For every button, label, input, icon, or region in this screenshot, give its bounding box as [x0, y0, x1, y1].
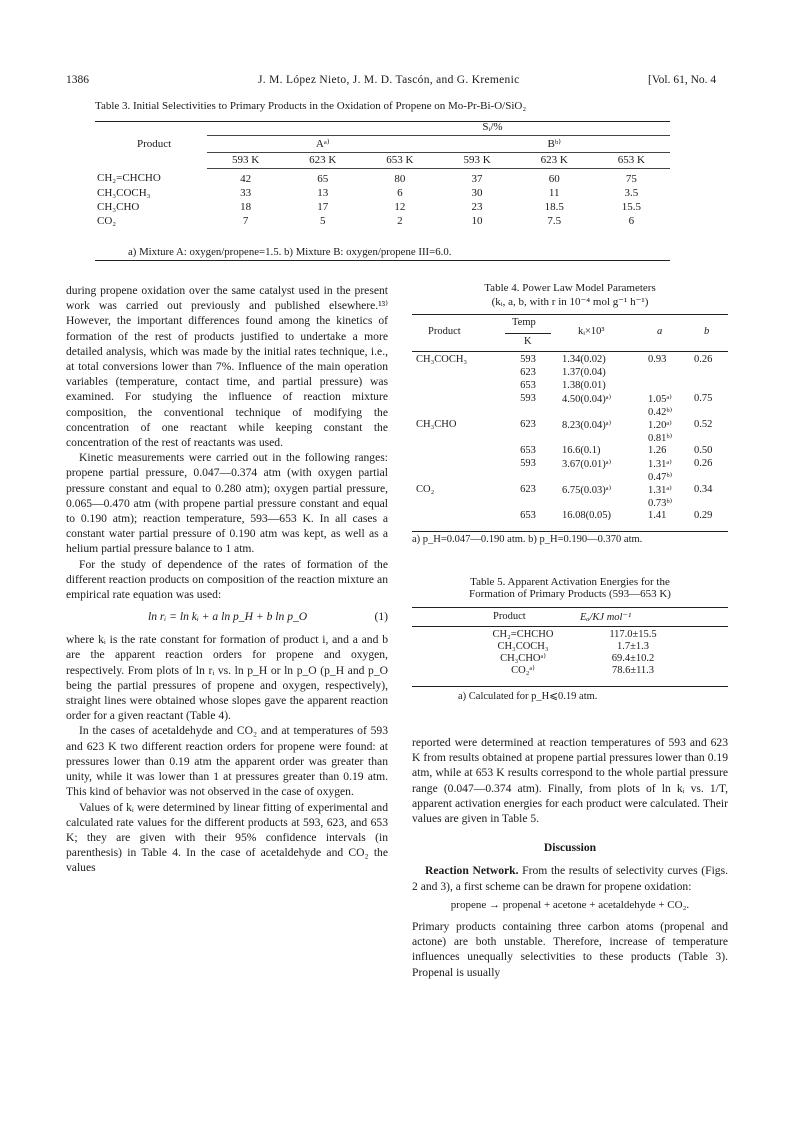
table3-cell: 60: [548, 172, 560, 185]
table4-body: [412, 354, 728, 523]
table5-product-header: Product: [493, 611, 526, 622]
table3-cell: 30: [471, 186, 483, 199]
table4-product-cell: CO₂: [416, 484, 435, 495]
table-row: [412, 458, 728, 471]
table5-product-cell: CH₂=CHCHO: [492, 629, 554, 640]
journal-volume: [Vol. 61, No. 4: [648, 74, 717, 86]
table-row: [412, 432, 728, 445]
page-number: 1386: [66, 74, 89, 86]
table3-cell: 7.5: [547, 214, 562, 227]
table5-ea-cell: 69.4±10.2: [611, 653, 655, 664]
table5-ea-cell: 117.0±15.5: [609, 629, 657, 640]
table5-product-cell: CO₂ᵃ⁾: [511, 665, 535, 676]
table3-temp-header: 623 K: [284, 152, 361, 168]
table4-b-header: b: [704, 326, 710, 337]
paragraph: Kinetic measurements were carried out in the following ranges: propene partial pressure, 0.047—0.374 atm (with oxygen partial pressure constant and equal to 0.280 atm); oxygen partial pressure, 0.065—0.470 atm (with propene partial pressure constant and equal to 0.190 atm); reaction temperature, 593—653 K. In all cases a constant water partial pressure of 0.190 atm was kept, as well as a helium partial pressure balance to 1 atm.: [66, 451, 388, 556]
table4-a-cell: 1.41: [648, 510, 667, 521]
table5-product-cell: CH₃CHOᵃ⁾: [500, 653, 546, 664]
table3-cell: 5: [319, 214, 326, 227]
table4-b-cell: 0.34: [694, 484, 713, 495]
table3-footnote: a) Mixture A: oxygen/propene=1.5. b) Mixture B: oxygen/propene III=6.0.: [128, 246, 452, 258]
table4-a-cell: 1.20ᵃ⁾: [648, 420, 672, 431]
table4-a-cell: 0.93: [648, 354, 667, 365]
table4-temp-cell: 623: [520, 484, 536, 495]
left-column: [66, 283, 388, 876]
table4-a-cell: 0.47ᵇ⁾: [648, 472, 673, 483]
table4-temp-unit: K: [524, 336, 532, 347]
paragraph: during propene oxidation over the same catalyst used in the present work was carried out previously and published elsewhere.¹³⁾ However, the important differences found among the kinetics of formation of the rest of products justified to undertake a more detailed analysis, which was made by the initial rates technique, i.e., at total conversions lower than 7%. Influence of the main operation variables (temperature, contact time, and partial pressure) was examined. For studying the influence of reaction mixture composition, the conventional technique of modifying the concentration of one reactant while keeping constant the concentration of the rest of reactants was used.: [66, 284, 388, 450]
table3-product-cell: CH₂=CHCHO: [97, 172, 161, 185]
table4-caption: Table 4. Power Law Model Parameters: [484, 282, 656, 294]
table3-caption: Table 3. Initial Selectivities to Primary Products in the Oxidation of Propene on Mo-Pr-Bi-O/SiO₂: [95, 100, 527, 112]
table3: [95, 120, 670, 228]
table-row: [412, 497, 728, 510]
table3-product-header: Product: [137, 137, 172, 150]
table4-b-cell: 0.26: [694, 354, 713, 365]
table3-temp-header: 653 K: [361, 152, 438, 168]
table3-cell: 33: [240, 186, 252, 199]
table3-temp-header: 653 K: [593, 152, 670, 168]
table-row: [462, 665, 682, 677]
table4-a-cell: 1.05ᵃ⁾: [648, 394, 672, 405]
equation-number: (1): [374, 610, 388, 624]
paragraph-body: From the results of selectivity curves (Figs. 2 and 3), a first scheme can be drawn for propene oxidation:: [412, 864, 728, 893]
table4-header: [412, 315, 728, 351]
table4-k-cell: 1.34(0.02): [562, 354, 606, 365]
table3-cell: 65: [317, 172, 329, 185]
table4-k-cell: 1.37(0.04): [562, 367, 606, 378]
table3-group-b: Bᵇ⁾: [438, 135, 670, 152]
section-heading: Discussion: [543, 841, 597, 855]
table4-temp-cell: 653: [520, 510, 536, 521]
table3-temp-header: 593 K: [438, 152, 515, 168]
table4-k-cell: 16.6(0.1): [562, 445, 601, 456]
table3-cell: 12: [394, 200, 406, 213]
table4-caption-units: (kᵢ, a, b, with r in 10⁻⁴ mol g⁻¹ h⁻¹): [491, 296, 649, 308]
table-row: [412, 471, 728, 484]
right-column: [412, 735, 728, 980]
table4-temp-cell: 653: [520, 445, 536, 456]
table3-cell: 80: [394, 172, 406, 185]
reaction-scheme: propene → propenal + acetone + acetaldehyde + CO₂.: [450, 898, 690, 911]
table3-cell: 18.5: [544, 200, 564, 213]
table4-k-cell: 6.75(0.03)ᵃ⁾: [562, 485, 612, 496]
table4-a-cell: 0.81ᵇ⁾: [648, 433, 673, 444]
table3-cell: 23: [471, 200, 483, 213]
table-row: [462, 653, 682, 665]
table4-product-header: Product: [428, 326, 461, 337]
table3-temp-header: 593 K: [207, 152, 284, 168]
table4-temp-cell: 593: [520, 393, 536, 404]
table4-k-cell: 8.23(0.04)ᵃ⁾: [562, 420, 612, 431]
table4-a-header: a: [657, 326, 663, 337]
paragraph: For the study of dependence of the rates of formation of the different reaction products on composition of the reaction mixture an empirical rate equation was used:: [66, 557, 388, 602]
table5-caption: Table 5. Apparent Activation Energies for the: [470, 576, 670, 588]
table4-product-cell: CH₃COCH₃: [416, 354, 468, 365]
table-row: [412, 354, 728, 367]
table4-b-cell: 0.52: [694, 419, 713, 430]
table4-temp-cell: 623: [520, 419, 536, 430]
table3-cell: 75: [625, 172, 637, 185]
paragraph: Primary products containing three carbon atoms (propenal and actone) are both unstable. Therefore, increase of temperature influences unequally selectivities to these products (Table 3). Propenal is usually: [412, 920, 728, 979]
table3-cell: 7: [242, 214, 249, 227]
table4-a-cell: 0.42ᵇ⁾: [648, 407, 673, 418]
table5-ea-header: Eₐ/KJ mol⁻¹: [580, 612, 632, 623]
table4-temp-header: Temp: [512, 317, 536, 328]
paragraph: where kᵢ is the rate constant for formation of product i, and a and b are the apparent reaction orders for propene and oxygen, respectively. From plots of ln rᵢ vs. ln p_H or ln p_O (p_H and p_O being the partial pressures of propene and oxygen, respectively), straight lines were obtained whose slopes gave the apparent reaction order for a given reactant (Table 4).: [66, 633, 388, 723]
paragraph: [412, 863, 728, 893]
table4-a-cell: 1.31ᵃ⁾: [648, 459, 672, 470]
table3-product-cell: CO₂: [97, 214, 117, 227]
table4-product-cell: CH₃CHO: [416, 419, 457, 430]
table3-product-cell: CH₃COCH₃: [97, 186, 151, 199]
table4-k-cell: 1.38(0.01): [562, 380, 606, 391]
table5-product-cell: CH₃COCH₃: [497, 641, 549, 652]
table4-k-cell: 4.50(0.04)ᵃ⁾: [562, 394, 612, 405]
table-row: [412, 393, 728, 406]
table5-footnote: a) Calculated for p_H⩽0.19 atm.: [458, 691, 598, 702]
table4-a-cell: 1.26: [648, 445, 667, 456]
table-row: [95, 214, 670, 228]
table3-cell: 2: [397, 214, 403, 227]
table4-b-cell: 0.50: [694, 445, 713, 456]
table3-group-a: Aᵃ⁾: [207, 135, 438, 152]
table3-cell: 3.5: [624, 186, 639, 199]
table3-temp-header: 623 K: [516, 152, 593, 168]
table3-cell: 6: [397, 186, 403, 199]
table3-cell: 18: [240, 200, 252, 213]
equation-row: [66, 602, 388, 632]
table-row: [462, 629, 682, 641]
table3-cell: 37: [471, 172, 483, 185]
table4-temp-cell: 623: [520, 367, 536, 378]
table4-k-cell: 3.67(0.01)ᵃ⁾: [562, 459, 612, 470]
paragraph: In the cases of acetaldehyde and CO₂ and at temperatures of 593 and 623 K two different reaction orders for propene were found: at pressures lower than 0.19 atm the apparent order was greater than unity, while it was lower than 1 at pressures greater than 0.19 atm. This kind of behavior was not observed in the case of oxygen.: [66, 724, 388, 799]
table3-cell: 11: [548, 186, 560, 199]
table-row: [412, 419, 728, 432]
table5-caption-line2: Formation of Primary Products (593—653 K): [469, 588, 671, 600]
table3-cell: 15.5: [621, 200, 642, 213]
table-row: [412, 367, 728, 380]
paragraph-lead: Reaction Network.: [425, 864, 519, 878]
table5-ea-cell: 1.7±1.3: [616, 641, 649, 652]
table3-cell: 42: [240, 172, 252, 185]
table-row: [95, 186, 670, 200]
table-row: [95, 200, 670, 214]
table4-a-cell: 0.73ᵇ⁾: [648, 498, 673, 509]
table4-b-cell: 0.26: [694, 458, 713, 469]
table4-footnote: a) p_H=0.047—0.190 atm. b) p_H=0.190—0.370 atm.: [412, 534, 643, 545]
table3-si-header: Sᵢ/%: [482, 121, 503, 134]
table3-cell: 6: [628, 214, 635, 227]
table4-temp-cell: 653: [520, 380, 536, 391]
table4-b-cell: 0.75: [694, 393, 713, 404]
table4-b-cell: 0.29: [694, 510, 713, 521]
table4-temp-cell: 593: [520, 458, 536, 469]
table5: [462, 629, 682, 677]
running-authors: J. M. López Nieto, J. M. D. Tascón, and G. Kremenic: [258, 74, 520, 86]
table-row: [95, 168, 670, 186]
table3-cell: 13: [317, 186, 329, 199]
table4-a-cell: 1.31ᵃ⁾: [648, 485, 672, 496]
table4-k-cell: 16.08(0.05): [562, 510, 611, 521]
paragraph: Values of kᵢ were determined by linear fitting of experimental and calculated rate values for the different products at 593, 623, and 653 K; they are given with their 95% confidence intervals (in parenthesis) in Table 4. In the case of acetaldehyde and CO₂ the values: [66, 800, 388, 875]
table-row: [412, 510, 728, 523]
table-row: [412, 380, 728, 393]
rate-equation: ln rᵢ = ln kᵢ + a ln p_H + b ln p_O: [148, 610, 308, 624]
paragraph: reported were determined at reaction temperatures of 593 and 623 K from results obtained at propene partial pressures lower than 0.19 atm, while at 653 K results correspond to the whole partial pressure range (0.047—0.374 atm). Finally, from plots of ln kᵢ vs. 1/T, apparent activation energies for each product were calculated. Their values are given in Table 5.: [412, 736, 728, 826]
table3-cell: 10: [471, 214, 483, 227]
table3-product-cell: CH₃CHO: [97, 200, 140, 213]
table4-k-header: kᵢ×10³: [578, 326, 605, 337]
table4-temp-cell: 593: [520, 354, 536, 365]
table-row: [462, 641, 682, 653]
table-row: [412, 445, 728, 458]
table3-cell: 17: [317, 200, 329, 213]
table-row: [412, 484, 728, 497]
table-row: [412, 406, 728, 419]
table5-ea-cell: 78.6±11.3: [611, 665, 655, 676]
